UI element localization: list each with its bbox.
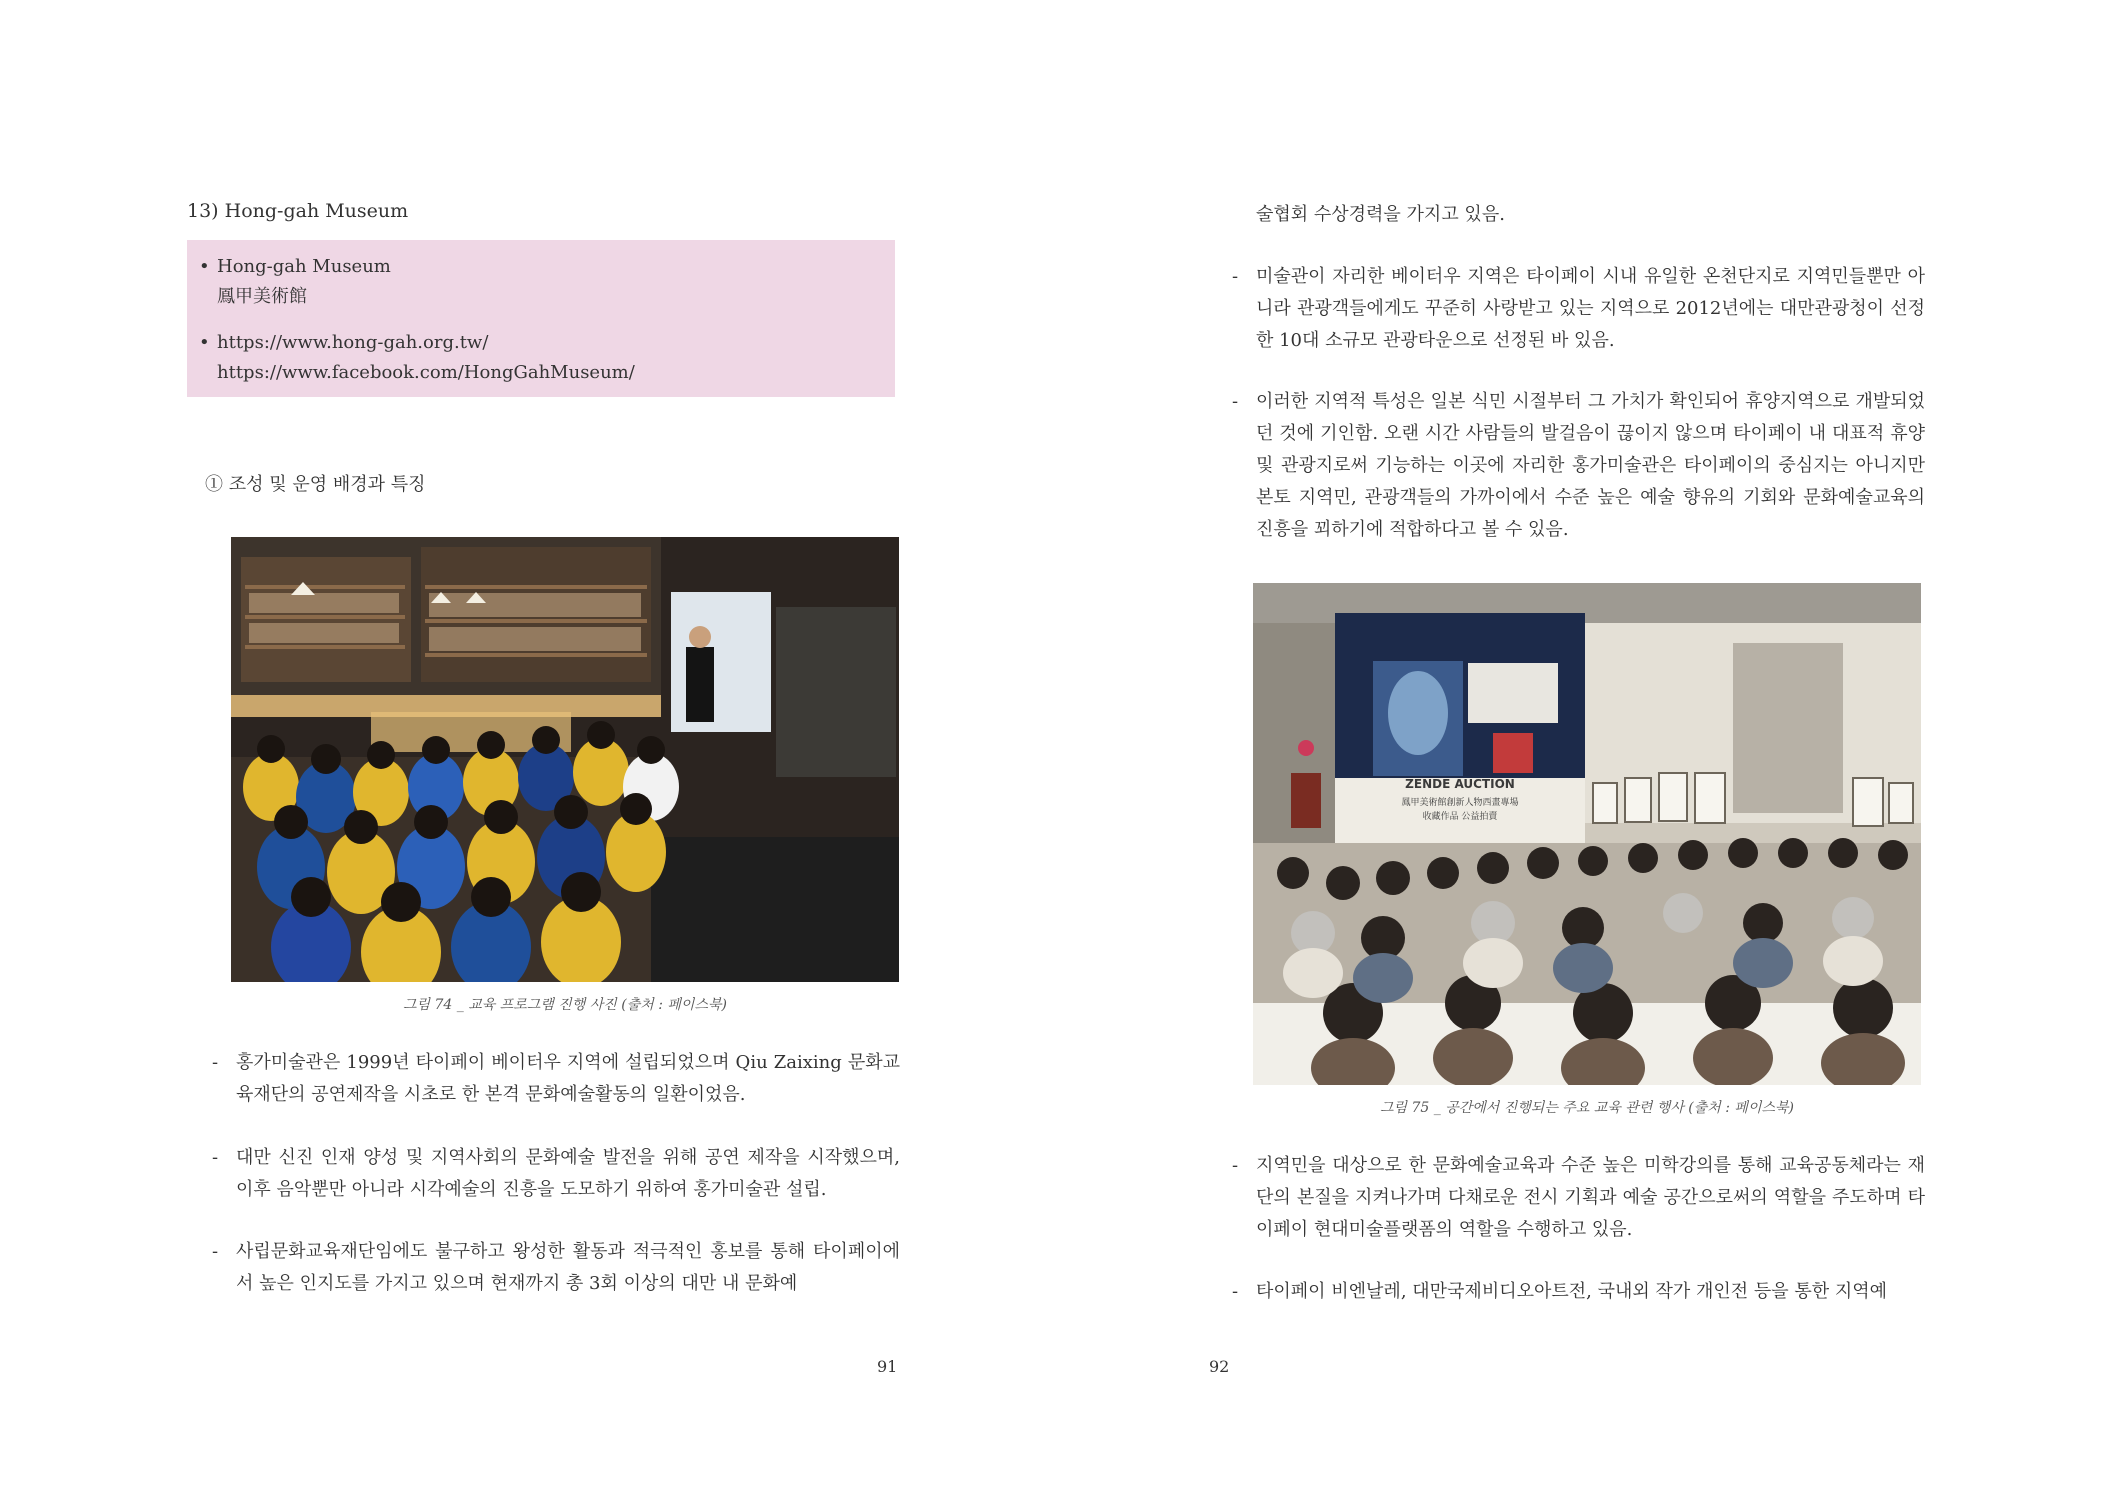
auction-photo-drawing	[1253, 583, 1921, 1085]
right-page	[1052, 0, 2105, 1488]
info-item-urls	[199, 328, 895, 388]
dash-marker: -	[212, 1147, 219, 1168]
auction-signage-line2: 鳳甲美術館創新人物西畫專場	[1401, 798, 1519, 808]
auction-event-photo	[1253, 583, 1921, 1085]
paragraph-4	[1232, 261, 1925, 357]
paragraph-7	[1232, 1276, 1925, 1308]
paragraph-text: 타이페이 비엔날레, 대만국제비디오아트전, 국내외 작가 개인전 등을 통한 지역예	[1256, 1281, 1888, 1302]
auction-signage-line3: 收藏作品 公益拍賣	[1422, 812, 1498, 822]
bullet-icon: •	[199, 256, 210, 277]
continuation-line	[1256, 199, 1926, 231]
dash-marker: -	[1232, 391, 1239, 412]
dash-marker: -	[1232, 1281, 1239, 1302]
paragraph-5	[1232, 386, 1925, 546]
dash-marker: -	[212, 1241, 219, 1262]
page-number: 91	[877, 1357, 898, 1376]
paragraph-text: 홍가미술관은 1999년 타이페이 베이터우 지역에 설립되었으며 Qiu Zaixing 문화교육재단의 공연제작을 시초로 한 본격 문화예술활동의 일환이었음.	[236, 1052, 900, 1105]
bullet-icon: •	[199, 332, 210, 353]
paragraph-text: 사립문화교육재단임에도 불구하고 왕성한 활동과 적극적인 홍보를 통해 타이페이에서 높은 인지도를 가지고 있으며 현재까지 총 3회 이상의 대만 내 문화예	[236, 1241, 900, 1294]
left-page	[0, 0, 1052, 1488]
page-number: 92	[1209, 1357, 1230, 1376]
paragraph-text: 지역민을 대상으로 한 문화예술교육과 수준 높은 미학강의를 통해 교육공동체라는 재단의 본질을 지켜나가며 다채로운 전시 기획과 예술 공간으로써의 역할을 주도하며 타이페이 현대미술플랫폼의 역할을 수행하고 있음.	[1256, 1155, 1925, 1240]
paragraph-6	[1232, 1150, 1925, 1246]
section-title: 13) Hong-gah Museum	[187, 200, 409, 222]
website-link[interactable]: https://www.hong-gah.org.tw/	[217, 332, 489, 353]
dash-marker: -	[1232, 1155, 1239, 1176]
museum-name-zh: 鳳甲美術館	[217, 286, 307, 307]
dash-marker: -	[212, 1052, 219, 1073]
figure-74-caption: 그림 74 _ 교육 프로그램 진행 사진 (출처 : 페이스북)	[403, 997, 727, 1013]
facebook-link[interactable]: https://www.facebook.com/HongGahMuseum/	[217, 362, 635, 383]
paragraph-text: 술협회 수상경력을 가지고 있음.	[1256, 204, 1505, 225]
museum-name-en: Hong-gah Museum	[217, 256, 391, 277]
paragraph-2	[212, 1142, 900, 1206]
education-photo-drawing	[231, 537, 899, 982]
subsection-heading: ① 조성 및 운영 배경과 특징	[205, 474, 426, 495]
paragraph-text: 이러한 지역적 특성은 일본 식민 시절부터 그 가치가 확인되어 휴양지역으로 개발되었던 것에 기인함. 오랜 시간 사람들의 발걸음이 끊이지 않으며 타이페이 내 대표적 휴양 및 관광지로써 기능하는 이곳에 자리한 홍가미술관은 타이페이의 중심지는 아니지만 본토 지역민, 관광객들의 가까이에서 수준 높은 예술 향유의 기회와 문화예술교육의 진흥을 꾀하기에 적합하다고 볼 수 있음.	[1256, 391, 1925, 540]
info-item-name	[199, 252, 895, 312]
info-box	[187, 240, 895, 397]
figure-75-caption: 그림 75 _ 공간에서 진행되는 주요 교육 관련 행사 (출처 : 페이스북)	[1380, 1100, 1794, 1116]
auction-signage-brand: ZENDE AUCTION	[1405, 777, 1515, 791]
education-program-photo	[231, 537, 899, 982]
paragraph-text: 미술관이 자리한 베이터우 지역은 타이페이 시내 유일한 온천단지로 지역민들뿐만 아니라 관광객들에게도 꾸준히 사랑받고 있는 지역으로 2012년에는 대만관광청이 선정한 10대 소규모 관광타운으로 선정된 바 있음.	[1256, 266, 1925, 351]
paragraph-3	[212, 1236, 900, 1300]
paragraph-text: 대만 신진 인재 양성 및 지역사회의 문화예술 발전을 위해 공연 제작을 시작했으며, 이후 음악뿐만 아니라 시각예술의 진흥을 도모하기 위하여 홍가미술관 설립.	[236, 1147, 900, 1200]
paragraph-1	[212, 1047, 900, 1111]
dash-marker: -	[1232, 266, 1239, 287]
